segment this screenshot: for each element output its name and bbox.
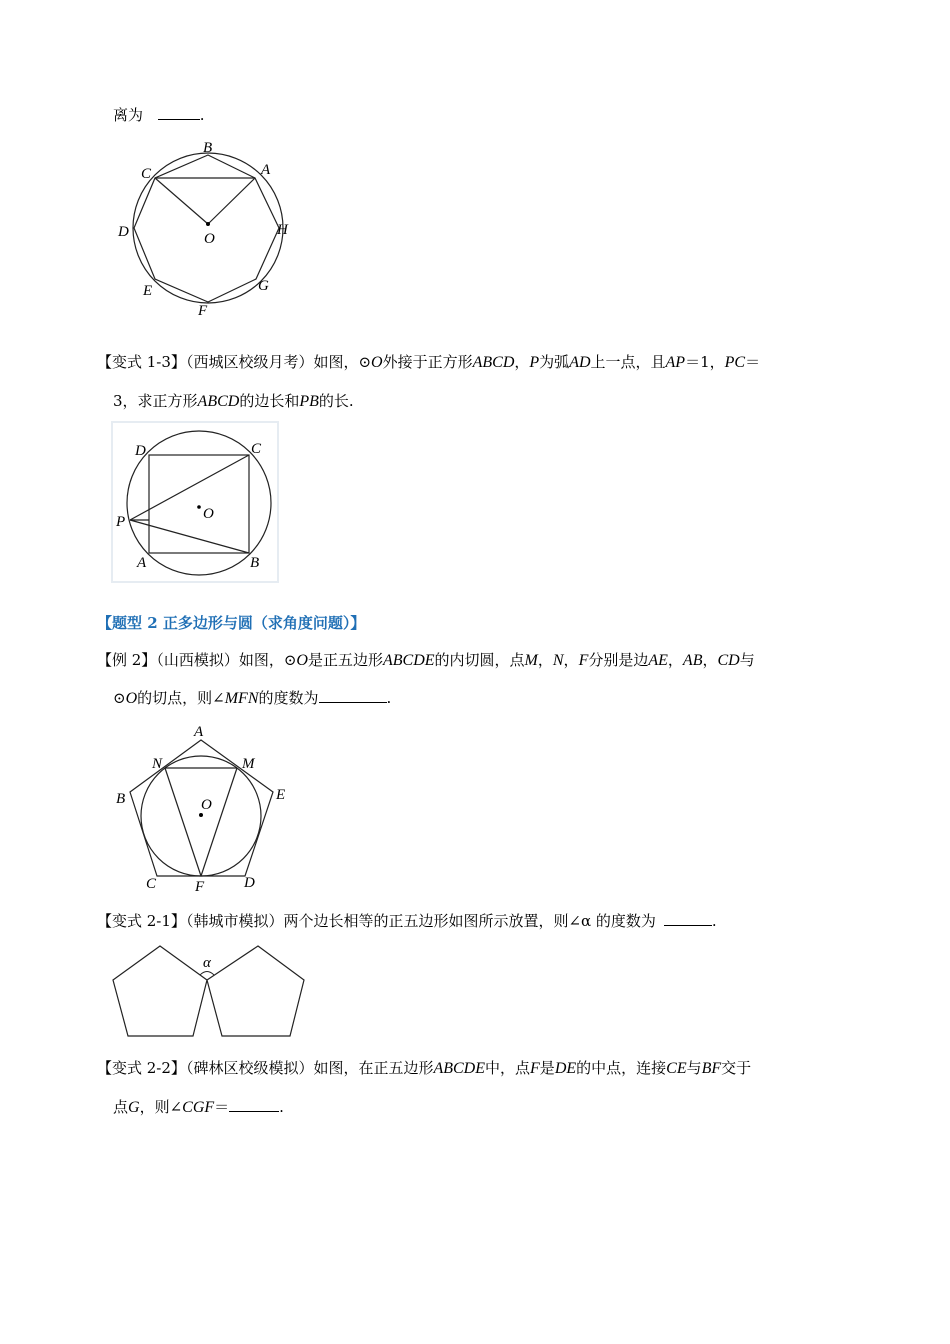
figure-pentagon-incircle xyxy=(110,718,300,898)
label-b: B xyxy=(250,555,260,571)
pentagon-left xyxy=(113,946,207,1036)
label-o: O xyxy=(201,797,212,813)
label-d: D xyxy=(135,443,146,459)
variant-1-3-line-1: 【变式 1-3】（西城区校级月考）如图，⊙O外接于正方形ABCD，P为弧AD上一点，且AP＝1，PC＝ xyxy=(97,353,761,371)
top-question-line: 离为 . xyxy=(113,106,205,124)
answer-blank xyxy=(664,911,712,926)
segment-pc xyxy=(130,455,249,520)
label-b: B xyxy=(203,140,213,156)
label-a: A xyxy=(137,555,147,571)
label-c: C xyxy=(146,876,157,892)
label-d: D xyxy=(118,224,129,240)
label-f: F xyxy=(195,879,205,895)
label-a: A xyxy=(261,162,271,178)
example-tag: 【例 2】 xyxy=(97,651,157,669)
variant-2-2-line-1: 【变式 2-2】（碑林区校级模拟）如图，在正五边形ABCDE中，点F是DE的中点，连接CE与BF交于 xyxy=(97,1059,752,1077)
label-h: H xyxy=(277,222,288,238)
figure-square-circle xyxy=(112,422,278,582)
variant-2-2-line-2: 点G，则∠CGF＝ . xyxy=(113,1098,284,1116)
top-line-text: 离为 xyxy=(113,106,144,124)
variant-1-3-line-2: 3，求正方形ABCD的边长和PB的长. xyxy=(113,392,354,410)
label-b: B xyxy=(116,791,126,807)
variant-tag: 【变式 2-2】 xyxy=(97,1059,186,1077)
label-alpha: α xyxy=(203,955,211,971)
square-abcd xyxy=(149,455,249,553)
segment-nf xyxy=(165,768,201,876)
answer-blank xyxy=(158,105,200,120)
center-point-o xyxy=(199,813,203,817)
answer-blank xyxy=(229,1097,279,1112)
segment-mf xyxy=(201,768,237,876)
pentagon-right xyxy=(207,946,304,1036)
center-point-o xyxy=(197,505,201,509)
label-o: O xyxy=(203,506,214,522)
figure-two-pentagons xyxy=(110,945,310,1045)
segment-co xyxy=(155,178,208,224)
variant-tag: 【变式 1-3】 xyxy=(97,353,186,371)
label-c: C xyxy=(251,441,262,457)
variant-2-1-line: 【变式 2-1】（韩城市模拟）两个边长相等的正五边形如图所示放置，则∠α 的度数为 . xyxy=(97,912,717,930)
section-2-heading: 【题型 2 正多边形与圆（求角度问题）】 xyxy=(97,614,366,632)
answer-blank xyxy=(319,688,387,703)
figure-octagon-circle xyxy=(110,135,310,325)
variant-tag: 【变式 2-1】 xyxy=(97,912,186,930)
center-point-o xyxy=(206,222,210,226)
label-f: F xyxy=(198,303,208,319)
example-2-line-2: ⊙O的切点，则∠MFN的度数为 . xyxy=(113,689,392,707)
label-g: G xyxy=(258,278,269,294)
angle-alpha-arc xyxy=(200,972,214,976)
label-e: E xyxy=(143,283,153,299)
label-c: C xyxy=(141,166,152,182)
label-n: N xyxy=(152,756,163,772)
segment-pb xyxy=(130,520,249,553)
label-d: D xyxy=(244,875,255,891)
example-2-line-1: 【例 2】（山西模拟）如图，⊙O是正五边形ABCDE的内切圆，点M，N，F分别是边AE，AB，CD与 xyxy=(97,651,755,669)
label-a: A xyxy=(194,724,204,740)
segment-ao xyxy=(208,178,255,224)
label-o: O xyxy=(204,231,215,247)
label-m: M xyxy=(242,756,255,772)
label-e: E xyxy=(276,787,286,803)
label-p: P xyxy=(116,514,126,530)
